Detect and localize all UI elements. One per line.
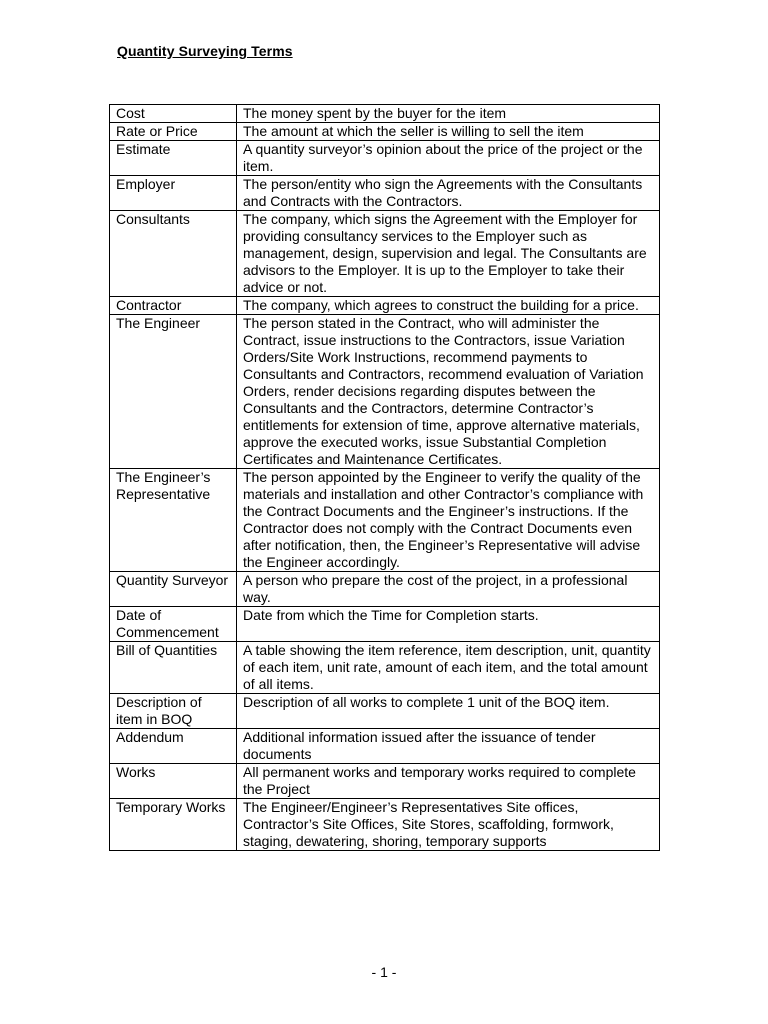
term-cell: Quantity Surveyor: [110, 572, 237, 607]
definition-cell: The person stated in the Contract, who will administer the Contract, issue instructions to the Contractors, issue Variation Orders/Site Work Instructions, recommend payments to Consultants and Contractors, recommend evaluation of Variation Orders, render decisions regarding disputes between the Consultants and the Contractors, determine Contractor’s entitlements for extension of time, approve alternative materials, approve the executed works, issue Substantial Completion Certificates and Maintenance Certificates.: [237, 315, 660, 469]
table-row: [110, 799, 660, 851]
document-title: Quantity Surveying Terms: [117, 43, 293, 59]
term-cell: Works: [110, 764, 237, 799]
definition-cell: All permanent works and temporary works required to complete the Project: [237, 764, 660, 799]
term-cell: Description of item in BOQ: [110, 694, 237, 729]
term-cell: Rate or Price: [110, 123, 237, 141]
definition-cell: Description of all works to complete 1 unit of the BOQ item.: [237, 694, 660, 729]
term-cell: Consultants: [110, 211, 237, 297]
table-row: [110, 123, 660, 141]
table-row: [110, 141, 660, 176]
page-number: - 1 -: [371, 964, 397, 980]
table-row: [110, 211, 660, 297]
definition-cell: The company, which signs the Agreement with the Employer for providing consultancy services to the Employer such as management, design, supervision and legal. The Consultants are advisors to the Employer. It is up to the Employer to take their advice or not.: [237, 211, 660, 297]
table-row: [110, 607, 660, 642]
table-row: [110, 729, 660, 764]
term-cell: Bill of Quantities: [110, 642, 237, 694]
definition-cell: The amount at which the seller is willing to sell the item: [237, 123, 660, 141]
table-row: [110, 642, 660, 694]
definition-cell: The money spent by the buyer for the item: [237, 105, 660, 123]
table-row: [110, 469, 660, 572]
term-cell: Date of Commencement: [110, 607, 237, 642]
definition-cell: Date from which the Time for Completion starts.: [237, 607, 660, 642]
table-row: [110, 694, 660, 729]
definition-cell: The Engineer/Engineer’s Representatives Site offices, Contractor’s Site Offices, Site Stores, scaffolding, formwork, staging, dewatering, shoring, temporary supports: [237, 799, 660, 851]
table-row: [110, 176, 660, 211]
table-row: [110, 572, 660, 607]
definition-cell: Additional information issued after the issuance of tender documents: [237, 729, 660, 764]
term-cell: The Engineer’s Representative: [110, 469, 237, 572]
term-cell: The Engineer: [110, 315, 237, 469]
term-cell: Employer: [110, 176, 237, 211]
definition-cell: The person appointed by the Engineer to verify the quality of the materials and installation and other Contractor’s compliance with the Contract Documents and the Engineer’s instructions. If the Contractor does not comply with the Contract Documents even after notification, then, the Engineer’s Representative will advise the Engineer accordingly.: [237, 469, 660, 572]
table-row: [110, 764, 660, 799]
terms-table: [109, 104, 660, 851]
definition-cell: A quantity surveyor’s opinion about the price of the project or the item.: [237, 141, 660, 176]
table-row: [110, 105, 660, 123]
table-row: [110, 297, 660, 315]
term-cell: Temporary Works: [110, 799, 237, 851]
term-cell: Cost: [110, 105, 237, 123]
definition-cell: A table showing the item reference, item description, unit, quantity of each item, unit rate, amount of each item, and the total amount of all items.: [237, 642, 660, 694]
definition-cell: The company, which agrees to construct the building for a price.: [237, 297, 660, 315]
definition-cell: A person who prepare the cost of the project, in a professional way.: [237, 572, 660, 607]
table-row: [110, 315, 660, 469]
term-cell: Addendum: [110, 729, 237, 764]
term-cell: Contractor: [110, 297, 237, 315]
definition-cell: The person/entity who sign the Agreements with the Consultants and Contracts with the Contractors.: [237, 176, 660, 211]
term-cell: Estimate: [110, 141, 237, 176]
